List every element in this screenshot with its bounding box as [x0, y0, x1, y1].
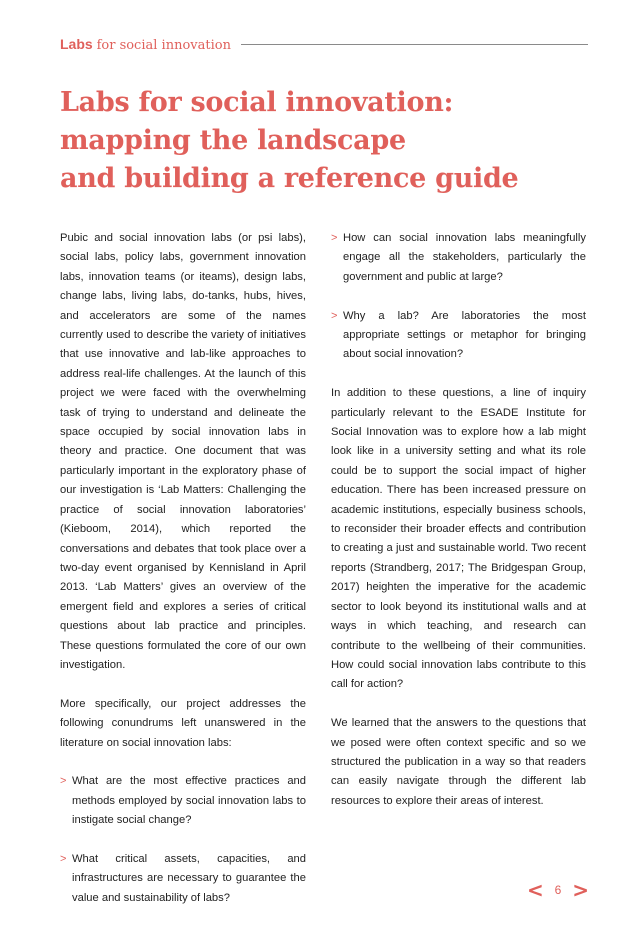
bullet-text: What are the most effective practices and methods employed by social innovation labs to instigate social change? [72, 775, 306, 827]
next-page-icon[interactable]: > [572, 878, 589, 902]
header-label-bold: Labs [60, 35, 93, 52]
learned-paragraph: We learned that the answers to the questions that we posed were often context specific and so we structured the publication in a way so that readers can easily navigate through the different lab resources to explore their areas of interest. [331, 717, 586, 807]
bullet-arrow-icon: > [331, 232, 338, 244]
bullet-text: Why a lab? Are laboratories the most appropriate settings or metaphor for bringing about social innovation? [343, 309, 586, 361]
bullet-arrow-icon: > [60, 852, 67, 865]
left-column [60, 229, 306, 928]
header-label [60, 36, 231, 53]
right-column [331, 229, 586, 831]
running-header [60, 34, 588, 54]
intro-paragraph: Pubic and social innovation labs (or psi labs), social labs, policy labs, government innovation labs, innovation teams (or iteams), design labs, change labs, living labs, do-tanks, hubs, hives, and accelerators are some of the names currently used to describe the variety of initiatives that use innovative and lab-like approaches to address real-life challenges. At the launch of this project we were faced with the overwhelming task of trying to understand and delineate the space occupied by social innovation labs in theory and practice. One document that was particularly important in the exploratory phase of our investigation is ‘Lab Matters: Challenging the practice of social innovation laboratories’ (Kieboom, 2014), which reported the conversations and debates that took place over a two-day event organised by Kennisland in April 2013. ‘Lab Matters’ gives an overview of the emergent field and explores a series of critical questions about lab practice and principles. These questions formulated the core of our own investigation. [60, 232, 306, 671]
page-navigation [527, 878, 589, 902]
title-line-3: and building a reference guide [60, 163, 519, 194]
bullet-arrow-icon: > [60, 775, 67, 788]
page-number: 6 [554, 883, 562, 897]
list-item [331, 307, 586, 365]
page-title [60, 84, 600, 198]
university-paragraph: In addition to these questions, a line of inquiry particularly relevant to the ESADE Institute for Social Innovation was to explore how a lab might look like in a university setting and what its role could be to support the social impact of higher education. There has been increased pressure on academic institutions, especially business schools, to reconsider their broader effects and contribution to creating a just and sustainable world. Two recent reports (Strandberg, 2017; The Bridgespan Group, 2017) heighten the imperative for the academic sector to look beyond its institutional walls and at ways in which teaching, and research can contribute to the wellbeing of their communities. How could social innovation labs contribute to this call for action? [331, 387, 586, 691]
bullet-text: What critical assets, capacities, and infrastructures are necessary to guarantee the value and sustainability of labs? [72, 852, 306, 904]
title-line-2: mapping the landscape [60, 125, 406, 156]
title-line-1: Labs for social innovation: [60, 87, 454, 118]
bullet-text: How can social innovation labs meaningfully engage all the stakeholders, particularly the government and public at large? [343, 232, 586, 283]
conundrums-paragraph: More specifically, our project addresses the following conundrums left unanswered in the literature on social innovation labs: [60, 697, 306, 749]
previous-page-icon[interactable]: < [527, 878, 544, 902]
header-divider [241, 44, 588, 45]
list-item [60, 850, 306, 908]
list-item [60, 772, 306, 830]
list-item [331, 229, 586, 287]
bullet-arrow-icon: > [331, 309, 338, 322]
header-label-rest: for social innovation [96, 37, 231, 53]
